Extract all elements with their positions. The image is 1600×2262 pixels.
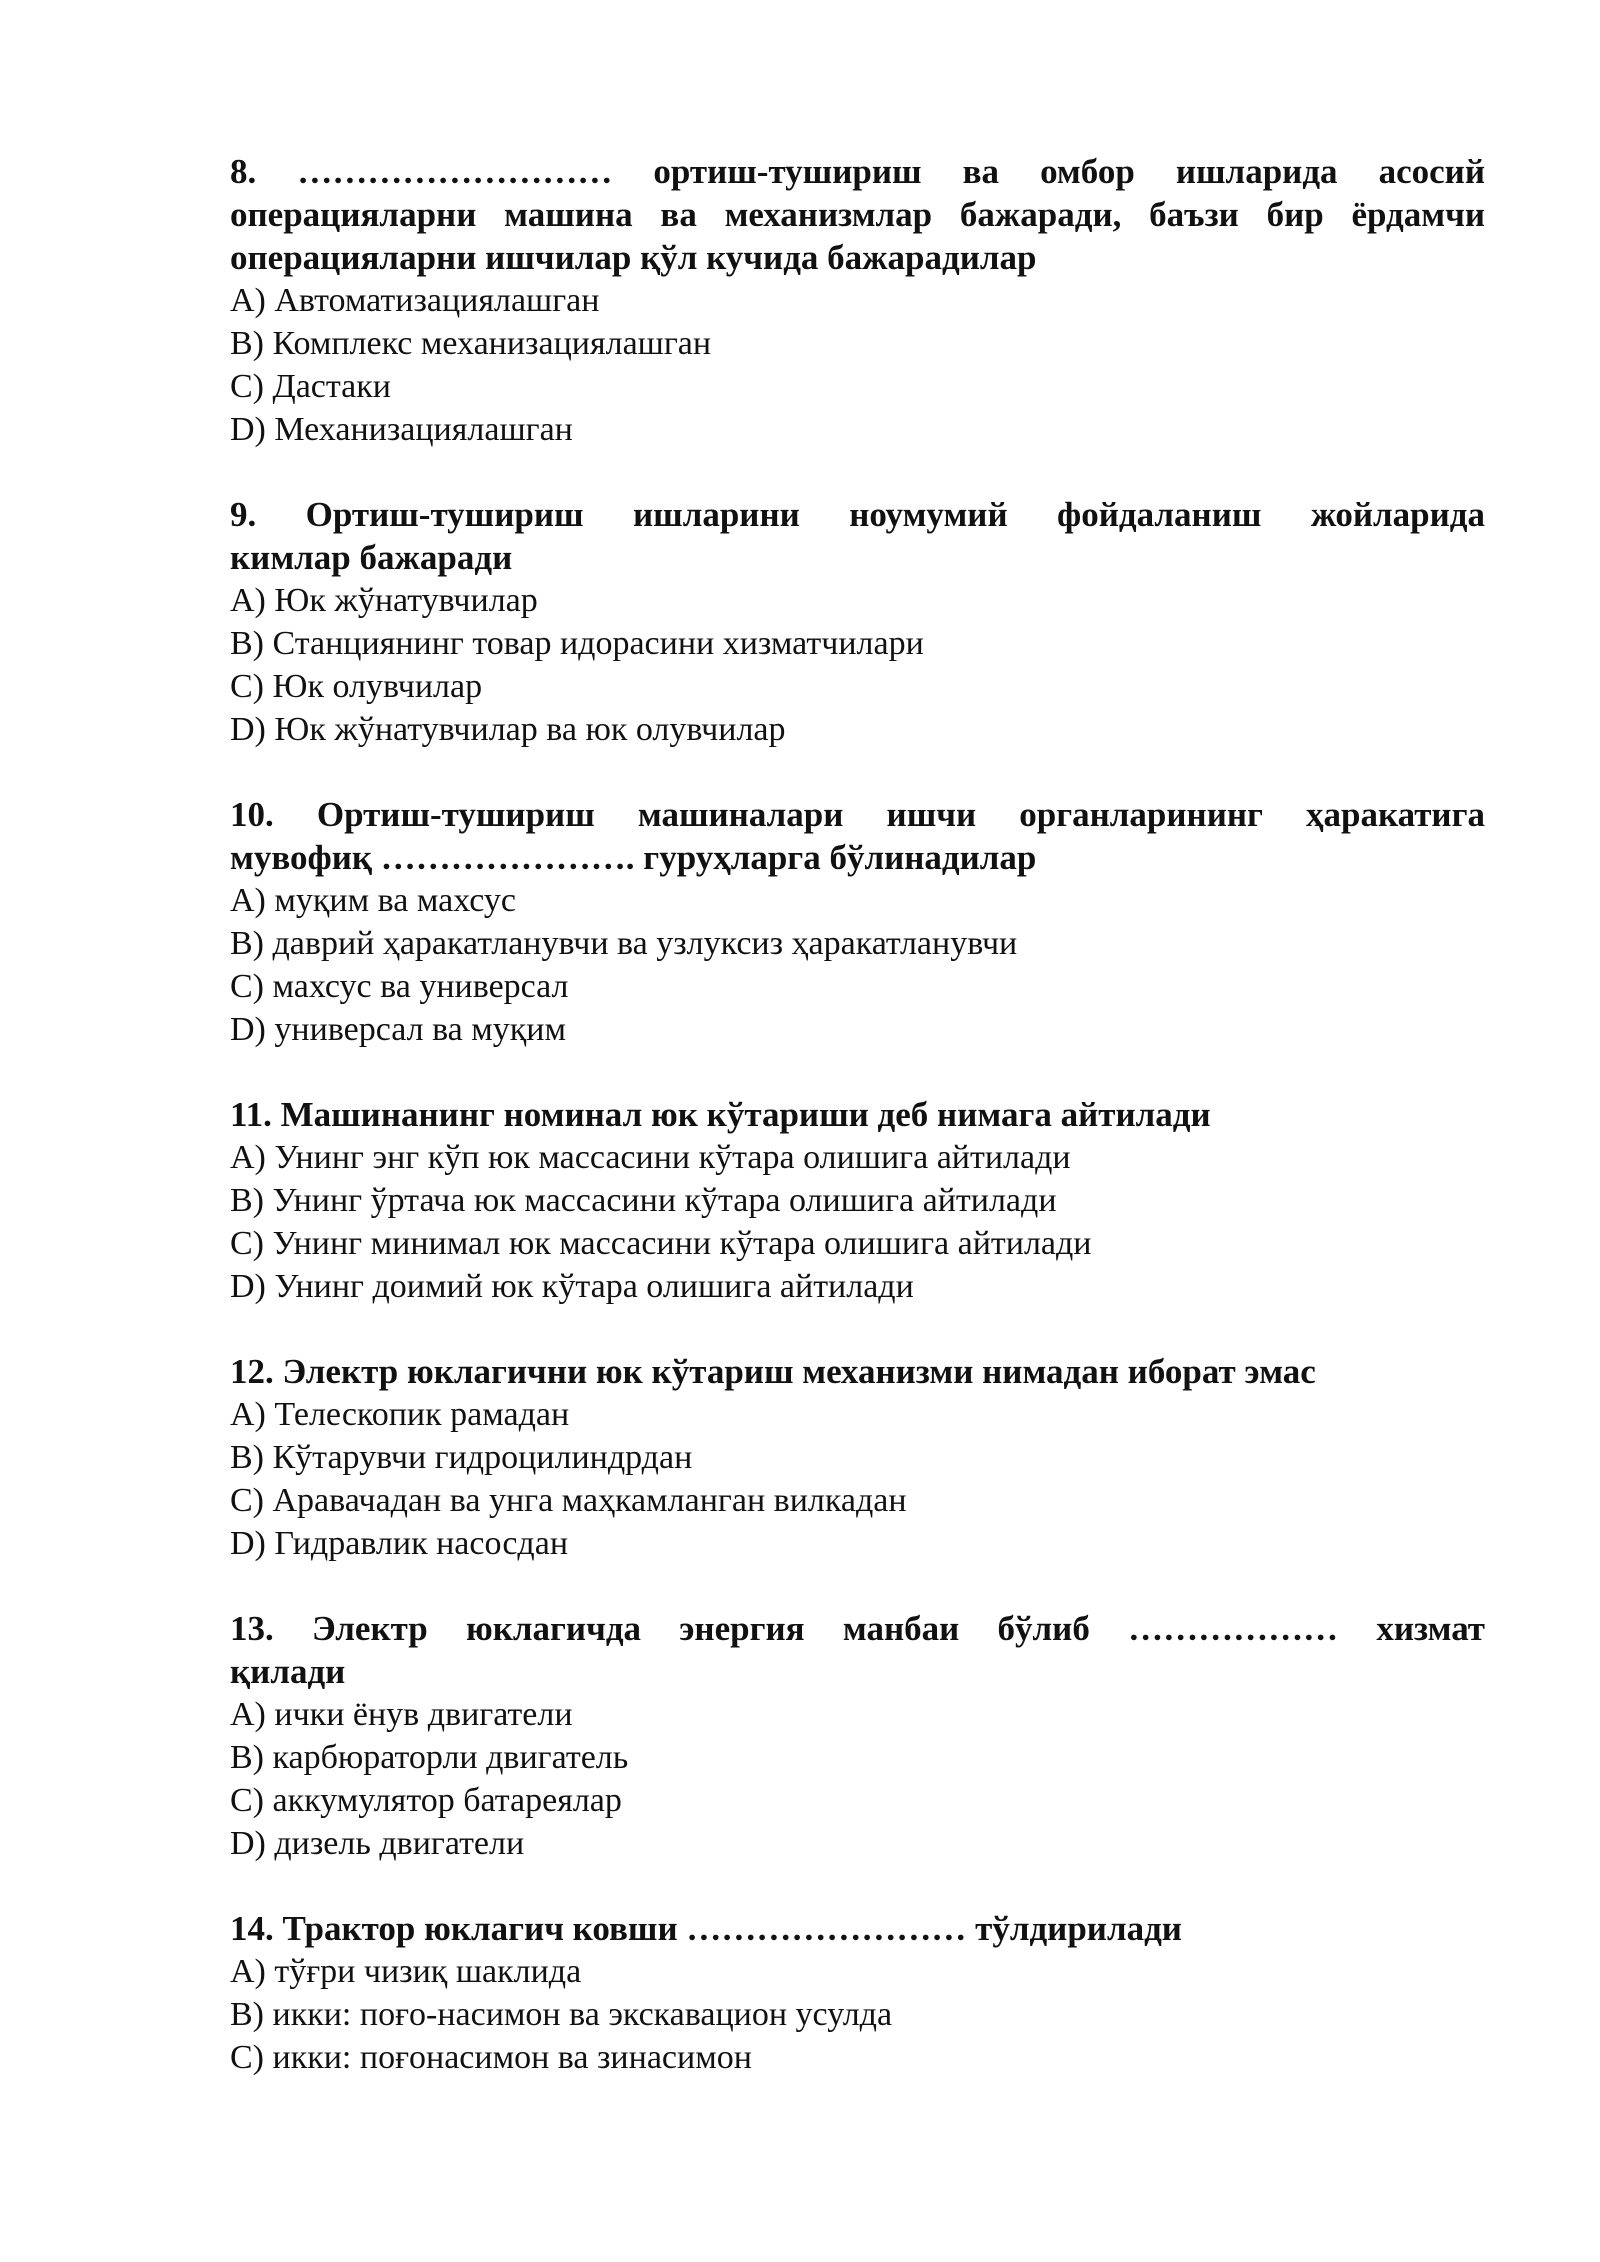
answer-options bbox=[230, 579, 1485, 751]
answer-options bbox=[230, 1136, 1485, 1308]
question-text bbox=[230, 493, 1485, 579]
answer-option-c: C) икки: поғонасимон ва зинасимон bbox=[230, 2039, 752, 2076]
question-line: операцияларни машина ва механизмлар бажаради, баъзи бир ёрдамчи bbox=[230, 195, 1485, 234]
question-9 bbox=[230, 493, 1485, 751]
answer-option-a: A) Унинг энг кўп юк массасини кўтара олишига айтилади bbox=[230, 1139, 1071, 1176]
answer-option-c: C) Юк олувчилар bbox=[230, 668, 483, 705]
question-line: 10. Ортиш-тушириш машиналари ишчи органларининг ҳаракатига bbox=[230, 795, 1485, 834]
answer-option-c: C) махсус ва универсал bbox=[230, 968, 569, 1005]
answer-option-c: C) Дастаки bbox=[230, 368, 391, 405]
question-line: кимлар бажаради bbox=[230, 538, 513, 577]
question-line: 8. ……………………… ортиш-тушириш ва омбор ишларида асосий bbox=[230, 152, 1485, 191]
question-line: 13. Электр юклагичда энергия манбаи бўлиб ……………… хизмат bbox=[230, 1609, 1485, 1648]
question-12 bbox=[230, 1350, 1485, 1565]
question-text bbox=[230, 1607, 1485, 1693]
answer-option-d: D) Механизациялашган bbox=[230, 411, 573, 448]
question-13 bbox=[230, 1607, 1485, 1865]
question-line: 11. Машинанинг номинал юк кўтариши деб нимага айтилади bbox=[230, 1095, 1211, 1134]
question-text bbox=[230, 1093, 1485, 1136]
question-text bbox=[230, 1907, 1485, 1950]
answer-options bbox=[230, 1393, 1485, 1565]
answer-option-a: A) Телескопик рамадан bbox=[230, 1396, 570, 1433]
question-text bbox=[230, 793, 1485, 879]
question-line: 12. Электр юклагични юк кўтариш механизми нимадан иборат эмас bbox=[230, 1352, 1316, 1391]
answer-option-d: D) Гидравлик насосдан bbox=[230, 1525, 569, 1562]
answer-option-b: B) Кўтарувчи гидроцилиндрдан bbox=[230, 1439, 693, 1476]
answer-option-a: A) Юк жўнатувчилар bbox=[230, 582, 538, 619]
answer-option-d: D) Юк жўнатувчилар ва юк олувчилар bbox=[230, 711, 786, 748]
question-8 bbox=[230, 150, 1485, 451]
answer-options bbox=[230, 1693, 1485, 1865]
document-page bbox=[230, 150, 1485, 2079]
answer-option-d: D) Унинг доимий юк кўтара олишига айтилади bbox=[230, 1268, 914, 1305]
answer-options bbox=[230, 279, 1485, 451]
answer-option-c: C) Аравачадан ва унга маҳкамланган вилкадан bbox=[230, 1482, 907, 1519]
answer-option-a: A) Автоматизациялашган bbox=[230, 282, 600, 319]
question-text bbox=[230, 1350, 1485, 1393]
question-line: 9. Ортиш-тушириш ишларини ноумумий фойдаланиш жойларида bbox=[230, 495, 1485, 534]
answer-option-a: A) муқим ва махсус bbox=[230, 882, 516, 919]
answer-option-b: B) даврий ҳаракатланувчи ва узлуксиз ҳаракатланувчи bbox=[230, 925, 1018, 962]
answer-option-b: B) Комплекс механизациялашган bbox=[230, 325, 712, 362]
answer-option-b: B) Станциянинг товар идорасини хизматчилари bbox=[230, 625, 924, 662]
answer-option-c: C) аккумулятор батареялар bbox=[230, 1782, 622, 1819]
answer-option-a: A) ички ёнув двигатели bbox=[230, 1696, 573, 1733]
question-line: мувофиқ …………………. гуруҳларга бўлинадилар bbox=[230, 838, 1037, 877]
answer-option-d: D) универсал ва муқим bbox=[230, 1011, 567, 1048]
answer-options bbox=[230, 1950, 1485, 2079]
answer-option-c: C) Унинг минимал юк массасини кўтара олишига айтилади bbox=[230, 1225, 1092, 1262]
answer-option-b: B) Унинг ўртача юк массасини кўтара олишига айтилади bbox=[230, 1182, 1057, 1219]
answer-option-b: B) карбюраторли двигатель bbox=[230, 1739, 629, 1776]
question-14 bbox=[230, 1907, 1485, 2079]
question-line: 14. Трактор юклагич ковши …………………… тўлдирилади bbox=[230, 1909, 1182, 1948]
answer-option-a: A) тўғри чизиқ шаклида bbox=[230, 1953, 582, 1990]
answer-options bbox=[230, 879, 1485, 1051]
answer-option-d: D) дизель двигатели bbox=[230, 1825, 525, 1862]
question-text bbox=[230, 150, 1485, 279]
question-line: қилади bbox=[230, 1652, 346, 1691]
question-11 bbox=[230, 1093, 1485, 1308]
answer-option-b: B) икки: поғо-насимон ва экскавацион усулда bbox=[230, 1996, 893, 2033]
question-10 bbox=[230, 793, 1485, 1051]
question-line: операцияларни ишчилар қўл кучида бажарадилар bbox=[230, 238, 1037, 277]
